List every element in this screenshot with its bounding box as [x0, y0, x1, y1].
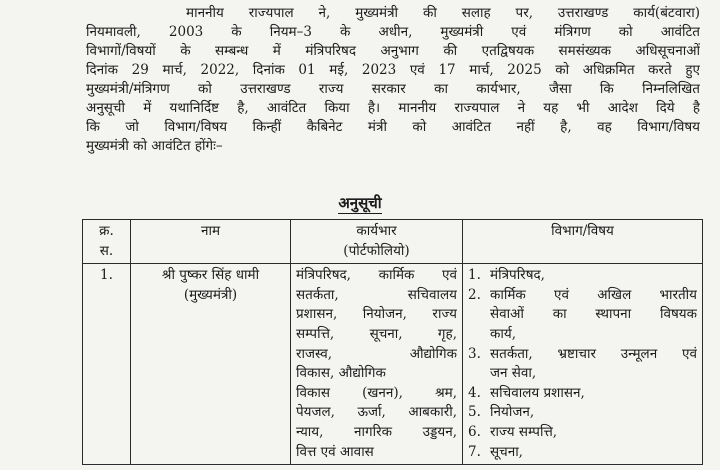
portfolio-line: पेयजल, ऊर्जा, आबकारी,	[296, 404, 457, 421]
item-text: सचिवालय प्रशासन,	[490, 384, 585, 401]
header-portfolio-line-1: कार्यभार	[356, 223, 397, 239]
list-item	[468, 403, 697, 423]
item-number: 3.	[468, 345, 481, 362]
portfolio-line: विकास (खनन), श्रम,	[296, 384, 457, 401]
item-text: सूचना,	[490, 443, 523, 460]
portfolio-cell	[291, 264, 463, 465]
table-header-row	[83, 220, 703, 264]
list-item	[468, 286, 697, 345]
header-department-text: विभाग/विषय	[551, 223, 614, 239]
portfolio-line: राजस्व, औद्योगिक	[296, 345, 457, 362]
intro-line: मुख्यमंत्री को आवंटित होंगेः–	[86, 138, 223, 154]
item-text: राज्य सम्पत्ति,	[490, 423, 558, 440]
item-text: कार्य,	[490, 325, 516, 342]
header-serial-line-1: क्र.	[99, 223, 114, 239]
item-text: मंत्रिपरिषद,	[490, 267, 545, 284]
item-number: 2.	[468, 286, 481, 303]
item-number: 6.	[468, 423, 481, 440]
portfolio-line: न्याय, नागरिक उड्डयन,	[296, 423, 457, 440]
intro-line: मुख्यमंत्री/मंत्रिगण को उत्तराखण्ड राज्य सरकार का कार्यभार, जैसा कि निम्नलिखित	[86, 81, 700, 97]
item-number: 7.	[468, 443, 481, 460]
list-item	[468, 345, 697, 384]
portfolio-line: प्रशासन, नियोजन, राज्य	[296, 306, 457, 323]
list-item	[468, 443, 697, 463]
header-department	[463, 220, 703, 264]
header-name	[131, 220, 291, 264]
item-text: सेवाओं का स्थापना विषयक	[490, 306, 697, 323]
portfolio-line: सतर्कता, सचिवालय	[296, 286, 457, 303]
list-item	[468, 423, 697, 443]
header-name-text: नाम	[200, 223, 221, 239]
intro-line: नियमावली, 2003 के नियम–3 के अधीन, मुख्यमंत्री एवं मंत्रिगण को आवंटित	[86, 24, 700, 40]
table-row	[83, 264, 703, 465]
schedule-table	[82, 219, 703, 465]
minister-designation: (मुख्यमंत्री)	[183, 286, 238, 303]
portfolio-line: वित्त एवं आवास	[296, 443, 374, 460]
item-text: सतर्कता, भ्रष्टाचार उन्मूलन एवं	[490, 345, 697, 362]
header-serial	[83, 220, 131, 264]
header-portfolio-line-2: (पोर्टफोलियो)	[343, 242, 410, 259]
item-text: जन सेवा,	[490, 365, 537, 382]
item-number: 4.	[468, 384, 481, 401]
item-text: नियोजन,	[490, 404, 535, 421]
intro-paragraph	[86, 4, 700, 156]
serial-cell: 1.	[83, 264, 131, 465]
item-text: कार्मिक एवं अखिल भारतीय	[490, 286, 697, 303]
portfolio-line: मंत्रिपरिषद, कार्मिक एवं	[296, 267, 457, 284]
schedule-heading	[0, 193, 720, 213]
portfolio-line: विकास, औद्योगिक	[296, 365, 386, 382]
intro-line: विभागों/विषयों के सम्बन्ध में मंत्रिपरिषद अनुभाग की एतद्विषयक समसंख्यक अधिसूचनाओं	[86, 43, 700, 59]
name-cell	[131, 264, 291, 465]
intro-line: दिनांक 29 मार्च, 2022, दिनांक 01 मई, 2023 एवं 17 मार्च, 2025 को अधिक्रमित करते हुए	[86, 62, 700, 78]
portfolio-line: सम्पत्ति, सूचना, गृह,	[296, 325, 457, 342]
item-number: 5.	[468, 404, 481, 421]
minister-name: श्री पुष्कर सिंह धामी	[161, 267, 260, 284]
item-number: 1.	[468, 267, 481, 284]
header-serial-line-2: स.	[99, 242, 114, 259]
department-cell	[463, 264, 703, 465]
list-item	[468, 384, 697, 404]
schedule-title: अनुसूची	[338, 194, 382, 212]
intro-line: कि जो विभाग/विषय किन्हीं कैबिनेट मंत्री को आवंटित नहीं है, वह विभाग/विषय	[86, 119, 700, 135]
department-list	[468, 266, 697, 462]
list-item	[468, 266, 697, 286]
header-portfolio	[291, 220, 463, 264]
intro-line: अनुसूची में यथानिर्दिष्ट है, आवंटित किया है। माननीय राज्यपाल ने यह भी आदेश दिये है	[86, 100, 700, 116]
intro-line: माननीय राज्यपाल ने, मुख्यमंत्री की सलाह पर, उत्तराखण्ड कार्य(बंटवारा)	[186, 5, 700, 21]
